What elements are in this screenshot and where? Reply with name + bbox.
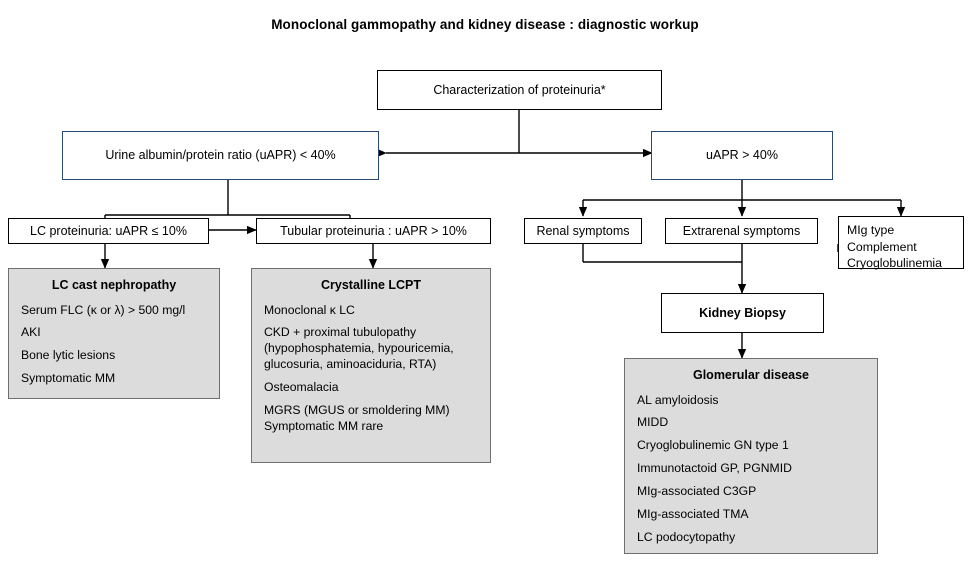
node-uapr-high [651,131,833,180]
node-kidney-biopsy-label: Kidney Biopsy [699,305,786,320]
node-glomerular-disease [624,358,878,554]
node-uapr-low-label: Urine albumin/protein ratio (uAPR) < 40% [105,148,336,163]
node-crystalline-lcpt [251,268,491,463]
node-renal-symptoms-label: Renal symptoms [536,223,630,238]
node-mig-type-line-1: MIg type [847,223,895,237]
node-root-label: Characterization of proteinuria* [433,82,606,97]
node-crystalline-lcpt-header: Crystalline LCPT [320,278,422,292]
node-glomerular-disease-item-4: Immunotactoid GP, PGNMID [637,461,792,476]
node-lc-cast-item-4: Symptomatic MM [21,371,116,386]
node-crystalline-lcpt-item-2: CKD + proximal tubulopathy (hypophosphatemia, hypouricemia, glucosuria, aminoaciduria, RTA) [264,325,454,372]
node-lc-cast-item-3: Bone lytic lesions [21,348,116,363]
node-glomerular-disease-item-5: MIg-associated C3GP [637,483,757,498]
node-extrarenal-symptoms-label: Extrarenal symptoms [682,223,801,238]
node-root [377,70,662,110]
node-glomerular-disease-item-6: MIg-associated TMA [637,506,749,521]
node-kidney-biopsy [661,293,824,333]
node-glomerular-disease-item-1: AL amyloidosis [637,392,719,407]
node-renal-symptoms [524,218,642,244]
node-lc-proteinuria-label: LC proteinuria: uAPR ≤ 10% [30,223,187,238]
node-glomerular-disease-item-7: LC podocytopathy [637,529,736,544]
node-lc-cast-item-1: Serum FLC (κ or λ) > 500 mg/l [21,302,186,317]
node-lc-cast-header: LC cast nephropathy [51,278,177,292]
node-extrarenal-symptoms [665,218,818,244]
node-crystalline-lcpt-item-4: MGRS (MGUS or smoldering MM) Symptomatic MM rare [264,402,450,433]
node-glomerular-disease-item-2: MIDD [637,415,669,430]
node-crystalline-lcpt-item-1: Monoclonal κ LC [264,302,355,317]
node-glomerular-disease-header: Glomerular disease [692,368,810,382]
node-uapr-low [62,131,379,180]
node-uapr-high-label: uAPR > 40% [706,148,778,163]
node-glomerular-disease-item-3: Cryoglobulinemic GN type 1 [637,438,789,453]
page-title: Monoclonal gammopathy and kidney disease : diagnostic workup [271,17,699,32]
node-lc-cast-nephropathy [8,268,220,399]
node-tubular-proteinuria-label: Tubular proteinuria : uAPR > 10% [280,223,467,238]
node-mig-type-line-2: Complement [847,239,917,254]
node-lc-cast-item-2: AKI [21,325,41,340]
node-crystalline-lcpt-item-3: Osteomalacia [264,379,339,394]
node-mig-type-line-3: Cryoglobulinemia [847,256,943,271]
node-lc-proteinuria [8,218,209,244]
node-tubular-proteinuria [256,218,491,244]
node-mig-type [838,216,964,269]
